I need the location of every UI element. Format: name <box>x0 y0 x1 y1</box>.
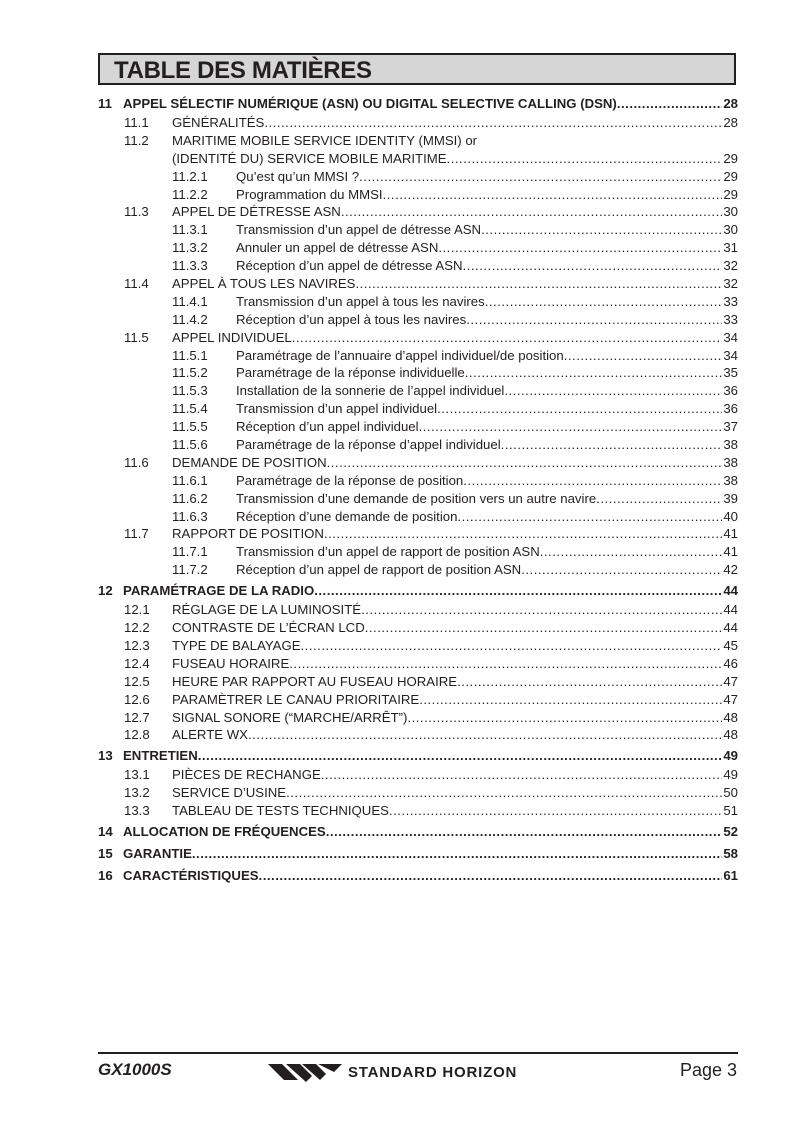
toc-leader-dots <box>365 619 723 637</box>
toc-entry <box>172 784 738 802</box>
toc-section[interactable] <box>98 525 738 543</box>
toc-number: 11.2 <box>124 132 149 148</box>
toc-leader-dots <box>286 784 722 802</box>
toc-entry <box>172 726 738 744</box>
toc-subsection[interactable] <box>98 311 738 329</box>
toc-page-number: 38 <box>723 472 738 488</box>
toc-leader-dots <box>457 673 722 691</box>
toc-page-number: 51 <box>723 803 738 819</box>
toc-page-number: 39 <box>723 490 738 506</box>
toc-subsection[interactable] <box>98 221 738 239</box>
toc-chapter[interactable] <box>98 822 738 842</box>
toc-label: Transmission d’un appel individuel <box>236 401 438 417</box>
toc-subsection[interactable] <box>98 490 738 508</box>
toc-section[interactable] <box>98 203 738 221</box>
toc-label: TYPE DE BALAYAGE <box>172 637 301 653</box>
toc-page-number: 37 <box>723 419 738 435</box>
toc-subsection[interactable] <box>98 543 738 561</box>
toc-label: ALLOCATION DE FRÉQUENCES <box>123 823 326 839</box>
toc-number: 11.2.1 <box>172 168 208 184</box>
toc-number: 12.3 <box>124 637 150 653</box>
toc-entry <box>236 364 738 382</box>
toc-page-number: 36 <box>723 383 738 399</box>
toc-section[interactable] <box>98 150 738 168</box>
toc-leader-dots <box>596 490 722 508</box>
toc-number: 11.5.4 <box>172 401 208 417</box>
toc-leader-dots <box>419 691 722 709</box>
toc-entry <box>236 311 738 329</box>
toc-number: 12.7 <box>124 709 150 725</box>
toc-entry <box>236 543 738 561</box>
toc-subsection[interactable] <box>98 186 738 204</box>
toc-page-number: 46 <box>723 655 738 671</box>
toc-chapter[interactable] <box>98 581 738 601</box>
toc-number: 11.5.1 <box>172 347 208 363</box>
toc-number: 13.1 <box>124 767 150 783</box>
toc-label: Paramétrage de la réponse individuelle <box>236 365 465 381</box>
toc-page-number: 44 <box>723 620 738 636</box>
toc-entry <box>236 347 738 365</box>
toc-page-number: 58 <box>723 845 738 861</box>
toc-subsection[interactable] <box>98 347 738 365</box>
toc-section[interactable] <box>98 802 738 820</box>
standard-horizon-logo-icon <box>268 1062 342 1082</box>
toc-leader-dots <box>341 203 723 221</box>
toc-number: 11 <box>98 96 112 111</box>
toc-leader-dots <box>465 364 723 382</box>
toc-label: Transmission d’un appel de rapport de position ASN <box>236 544 540 560</box>
toc-section[interactable] <box>98 114 738 132</box>
toc-entry <box>172 525 738 543</box>
toc-section[interactable] <box>98 784 738 802</box>
toc-page-number: 34 <box>723 347 738 363</box>
toc-entry <box>172 275 738 293</box>
toc-number: 11.3 <box>124 204 149 220</box>
toc-number: 12.4 <box>124 655 150 671</box>
toc-page-number: 49 <box>723 748 738 764</box>
toc-leader-dots <box>437 400 722 418</box>
toc-number: 12.6 <box>124 691 150 707</box>
toc-label: SIGNAL SONORE (“MARCHE/ARRÊT”) <box>172 709 408 725</box>
toc-label: APPEL INDIVIDUEL <box>172 329 292 345</box>
brand-name: STANDARD HORIZON <box>348 1063 518 1081</box>
toc-page-number: 28 <box>723 96 738 111</box>
toc-entry <box>123 94 738 114</box>
page-number: Page 3 <box>679 1060 737 1080</box>
toc-label: Réception d’une demande de position <box>236 508 458 524</box>
toc-entry <box>236 239 738 257</box>
toc-entry <box>123 581 738 601</box>
toc-number: 11.7.1 <box>172 544 208 560</box>
toc-subsection[interactable] <box>98 239 738 257</box>
toc-subsection[interactable] <box>98 418 738 436</box>
toc-leader-dots <box>447 150 723 168</box>
toc-label: MARITIME MOBILE SERVICE IDENTITY (MMSI) or <box>172 132 478 148</box>
toc-entry <box>123 866 738 886</box>
toc-page-number: 38 <box>723 437 738 453</box>
toc-leader-dots <box>192 844 722 864</box>
toc-label: Paramétrage de la réponse d’appel individuel <box>236 437 501 453</box>
toc-section[interactable] <box>98 726 738 744</box>
toc-page-number: 32 <box>723 276 738 292</box>
toc-number: 11.4.2 <box>172 311 208 327</box>
toc-subsection[interactable] <box>98 293 738 311</box>
toc-label: Transmission d’un appel de détresse ASN <box>236 222 482 238</box>
toc-label: (IDENTITÉ DU) SERVICE MOBILE MARITIME <box>172 150 447 166</box>
toc-leader-dots <box>327 454 723 472</box>
toc-page-number: 52 <box>723 823 738 839</box>
toc-entry <box>236 436 738 454</box>
toc-number: 11.2.2 <box>172 186 208 202</box>
toc-chapter[interactable] <box>98 94 738 114</box>
toc-label: Transmission d’un appel à tous les navires <box>236 293 485 309</box>
toc-section[interactable] <box>98 766 738 784</box>
toc-entry <box>236 490 738 508</box>
toc-page-number: 29 <box>723 168 738 184</box>
toc-subsection[interactable] <box>98 382 738 400</box>
toc-entry <box>236 400 738 418</box>
toc-number: 11.6.3 <box>172 508 208 524</box>
toc-subsection[interactable] <box>98 257 738 275</box>
toc-subsection[interactable] <box>98 436 738 454</box>
toc-label: Installation de la sonnerie de l’appel individuel <box>236 383 505 399</box>
toc-leader-dots <box>289 655 722 673</box>
toc-subsection[interactable] <box>98 168 738 186</box>
page-title: TABLE DES MATIÈRES <box>114 57 372 84</box>
toc-subsection[interactable] <box>98 364 738 382</box>
toc-number: 11.6 <box>124 454 149 470</box>
toc-section[interactable] <box>98 709 738 727</box>
toc-label: Qu’est qu’un MMSI ? <box>236 168 360 184</box>
toc-leader-dots <box>617 94 723 114</box>
toc-chapter[interactable] <box>98 746 738 766</box>
toc-number: 11.7.2 <box>172 562 208 578</box>
toc-page-number: 29 <box>723 186 738 202</box>
toc-number: 11.1 <box>124 115 149 130</box>
toc-entry <box>172 454 738 472</box>
toc-label: RAPPORT DE POSITION <box>172 526 324 542</box>
toc-section[interactable] <box>98 454 738 472</box>
toc-entry <box>236 257 738 275</box>
toc-leader-dots <box>481 221 722 239</box>
toc-entry <box>236 472 738 490</box>
toc-label: Programmation du MMSI <box>236 186 383 202</box>
toc-entry <box>123 822 738 842</box>
toc-leader-dots <box>383 186 723 204</box>
toc-number: 11.5.6 <box>172 437 208 453</box>
toc-label: PARAMÈTRER LE CANAU PRIORITAIRE <box>172 691 420 707</box>
toc-subsection[interactable] <box>98 400 738 418</box>
toc-label: PIÈCES DE RECHANGE <box>172 767 321 783</box>
toc-label: Réception d’un appel individuel <box>236 419 419 435</box>
toc-number: 15 <box>98 845 113 861</box>
toc-page-number: 47 <box>723 673 738 689</box>
toc-leader-dots <box>301 637 723 655</box>
toc-label: TABLEAU DE TESTS TECHNIQUES <box>172 803 389 819</box>
toc-page-number: 34 <box>723 329 738 345</box>
toc-number: 13 <box>98 748 113 764</box>
toc-page-number: 48 <box>723 709 738 725</box>
toc-leader-dots <box>407 709 722 727</box>
toc-label: Réception d’un appel à tous les navires <box>236 311 467 327</box>
toc-label: CARACTÉRISTIQUES <box>123 867 259 883</box>
toc-label: SERVICE D’USINE <box>172 785 287 801</box>
toc-page-number: 44 <box>723 602 738 618</box>
toc-page-number: 44 <box>723 583 738 599</box>
toc-page-number: 38 <box>723 454 738 470</box>
toc-page-number: 50 <box>723 785 738 801</box>
toc-entry <box>123 844 738 864</box>
toc-label: Transmission d’une demande de position vers un autre navire <box>236 490 597 506</box>
toc-entry <box>123 746 738 766</box>
toc-section[interactable] <box>98 637 738 655</box>
toc-label: Paramétrage de l’annuaire d’appel individuel/de position <box>236 347 564 363</box>
toc-label: Réception d’un appel de rapport de position ASN <box>236 562 522 578</box>
toc-leader-dots <box>359 168 722 186</box>
toc-number: 11.7 <box>124 526 149 542</box>
toc-leader-dots <box>389 802 722 820</box>
toc-entry <box>172 802 738 820</box>
toc-number: 11.4.1 <box>172 293 208 309</box>
toc-leader-dots <box>463 257 723 275</box>
toc-entry <box>236 418 738 436</box>
toc-leader-dots <box>314 581 722 601</box>
toc-number: 11.5 <box>124 329 149 345</box>
toc-leader-dots <box>326 822 723 842</box>
toc-label: PARAMÉTRAGE DE LA RADIO <box>123 583 315 599</box>
toc-number: 11.4 <box>124 276 149 292</box>
toc-section[interactable] <box>98 275 738 293</box>
toc-number: 12.2 <box>124 620 150 636</box>
toc-number: 13.3 <box>124 803 150 819</box>
toc-label: ENTRETIEN <box>123 748 198 764</box>
toc-entry <box>236 508 738 526</box>
toc-chapter[interactable] <box>98 844 738 864</box>
toc-page-number: 41 <box>723 526 738 542</box>
toc-number: 11.5.2 <box>172 365 208 381</box>
toc-section[interactable] <box>98 601 738 619</box>
toc-chapter[interactable] <box>98 866 738 886</box>
toc-label: Paramétrage de la réponse de position <box>236 472 464 488</box>
toc-page-number: 41 <box>723 544 738 560</box>
toc-leader-dots <box>438 239 722 257</box>
toc-page-number: 30 <box>723 222 738 238</box>
toc-number: 14 <box>98 823 113 839</box>
toc-page-number: 42 <box>723 562 738 578</box>
toc-entry <box>172 709 738 727</box>
toc-leader-dots <box>324 525 722 543</box>
model-name: GX1000S <box>98 1060 172 1079</box>
table-of-contents <box>98 94 738 886</box>
toc-leader-dots <box>292 329 723 347</box>
toc-section[interactable] <box>98 691 738 709</box>
toc-label: APPEL DE DÉTRESSE ASN <box>172 204 341 220</box>
toc-label: CONTRASTE DE L’ÉCRAN LCD <box>172 620 365 636</box>
footer-divider <box>98 1052 738 1054</box>
toc-label: FUSEAU HORAIRE <box>172 655 290 671</box>
toc-entry <box>236 186 738 204</box>
toc-page-number: 47 <box>723 691 738 707</box>
toc-leader-dots <box>540 543 723 561</box>
toc-label: GARANTIE <box>123 845 192 861</box>
toc-entry <box>172 150 738 168</box>
toc-page-number: 29 <box>723 150 738 166</box>
toc-leader-dots <box>485 293 723 311</box>
toc-leader-dots <box>248 726 722 744</box>
toc-page-number: 32 <box>723 258 738 274</box>
toc-entry <box>236 221 738 239</box>
toc-label: Annuler un appel de détresse ASN <box>236 240 439 256</box>
toc-leader-dots <box>504 382 722 400</box>
toc-entry <box>236 293 738 311</box>
toc-entry <box>172 203 738 221</box>
toc-leader-dots <box>198 746 723 766</box>
toc-subsection[interactable] <box>98 472 738 490</box>
toc-number: 11.5.5 <box>172 419 208 435</box>
toc-leader-dots <box>361 601 722 619</box>
toc-label: ALERTE WX <box>172 727 248 743</box>
toc-page-number: 33 <box>723 293 738 309</box>
toc-leader-dots <box>501 436 723 454</box>
toc-label: DEMANDE DE POSITION <box>172 454 327 470</box>
toc-label: HEURE PAR RAPPORT AU FUSEAU HORAIRE <box>172 673 458 689</box>
toc-number: 16 <box>98 867 113 883</box>
toc-page-number: 49 <box>723 767 738 783</box>
toc-label: GÉNÉRALITÉS <box>172 115 265 130</box>
toc-leader-dots <box>466 311 722 329</box>
toc-leader-dots <box>259 866 723 886</box>
toc-subsection[interactable] <box>98 561 738 579</box>
toc-page-number: 33 <box>723 311 738 327</box>
toc-leader-dots <box>264 114 722 132</box>
toc-page-number: 35 <box>723 365 738 381</box>
toc-page-number: 40 <box>723 508 738 524</box>
toc-entry <box>172 691 738 709</box>
toc-number: 12.8 <box>124 727 150 743</box>
toc-subsection[interactable] <box>98 508 738 526</box>
brand-logo <box>268 1062 517 1082</box>
toc-entry <box>172 132 477 150</box>
toc-entry <box>172 619 738 637</box>
toc-leader-dots <box>457 508 722 526</box>
toc-page-number: 30 <box>723 204 738 220</box>
toc-entry <box>172 329 738 347</box>
toc-label: APPEL À TOUS LES NAVIRES <box>172 276 356 292</box>
toc-leader-dots <box>355 275 722 293</box>
toc-entry <box>236 168 738 186</box>
toc-entry <box>172 637 738 655</box>
toc-label: RÉGLAGE DE LA LUMINOSITÉ <box>172 602 362 618</box>
toc-page-number: 48 <box>723 727 738 743</box>
toc-number: 12.5 <box>124 673 150 689</box>
toc-leader-dots <box>419 418 723 436</box>
toc-page-number: 28 <box>723 115 738 130</box>
toc-section[interactable] <box>98 132 738 150</box>
toc-section[interactable] <box>98 329 738 347</box>
toc-entry <box>236 561 738 579</box>
toc-entry <box>172 673 738 691</box>
toc-page-number: 45 <box>723 637 738 653</box>
toc-entry <box>172 655 738 673</box>
toc-section[interactable] <box>98 673 738 691</box>
toc-entry <box>172 766 738 784</box>
toc-entry <box>236 382 738 400</box>
toc-number: 12.1 <box>124 602 150 618</box>
toc-number: 11.3.1 <box>172 222 208 238</box>
toc-label: APPEL SÉLECTIF NUMÉRIQUE (ASN) OU DIGITAL SELECTIVE CALLING (DSN) <box>123 96 617 111</box>
toc-entry <box>172 601 738 619</box>
toc-leader-dots <box>564 347 723 365</box>
toc-number: 11.5.3 <box>172 383 208 399</box>
toc-entry <box>172 114 738 132</box>
toc-page-number: 36 <box>723 401 738 417</box>
toc-page-number: 31 <box>723 240 738 256</box>
toc-leader-dots <box>463 472 722 490</box>
toc-number: 11.6.2 <box>172 490 208 506</box>
toc-number: 13.2 <box>124 785 150 801</box>
toc-number: 11.3.2 <box>172 240 208 256</box>
toc-number: 11.6.1 <box>172 472 208 488</box>
toc-leader-dots <box>521 561 722 579</box>
toc-section[interactable] <box>98 655 738 673</box>
toc-label: Réception d’un appel de détresse ASN <box>236 258 463 274</box>
toc-leader-dots <box>321 766 723 784</box>
toc-number: 11.3.3 <box>172 258 208 274</box>
toc-number: 12 <box>98 583 113 599</box>
toc-section[interactable] <box>98 619 738 637</box>
toc-page-number: 61 <box>723 867 738 883</box>
title-box <box>98 53 736 85</box>
